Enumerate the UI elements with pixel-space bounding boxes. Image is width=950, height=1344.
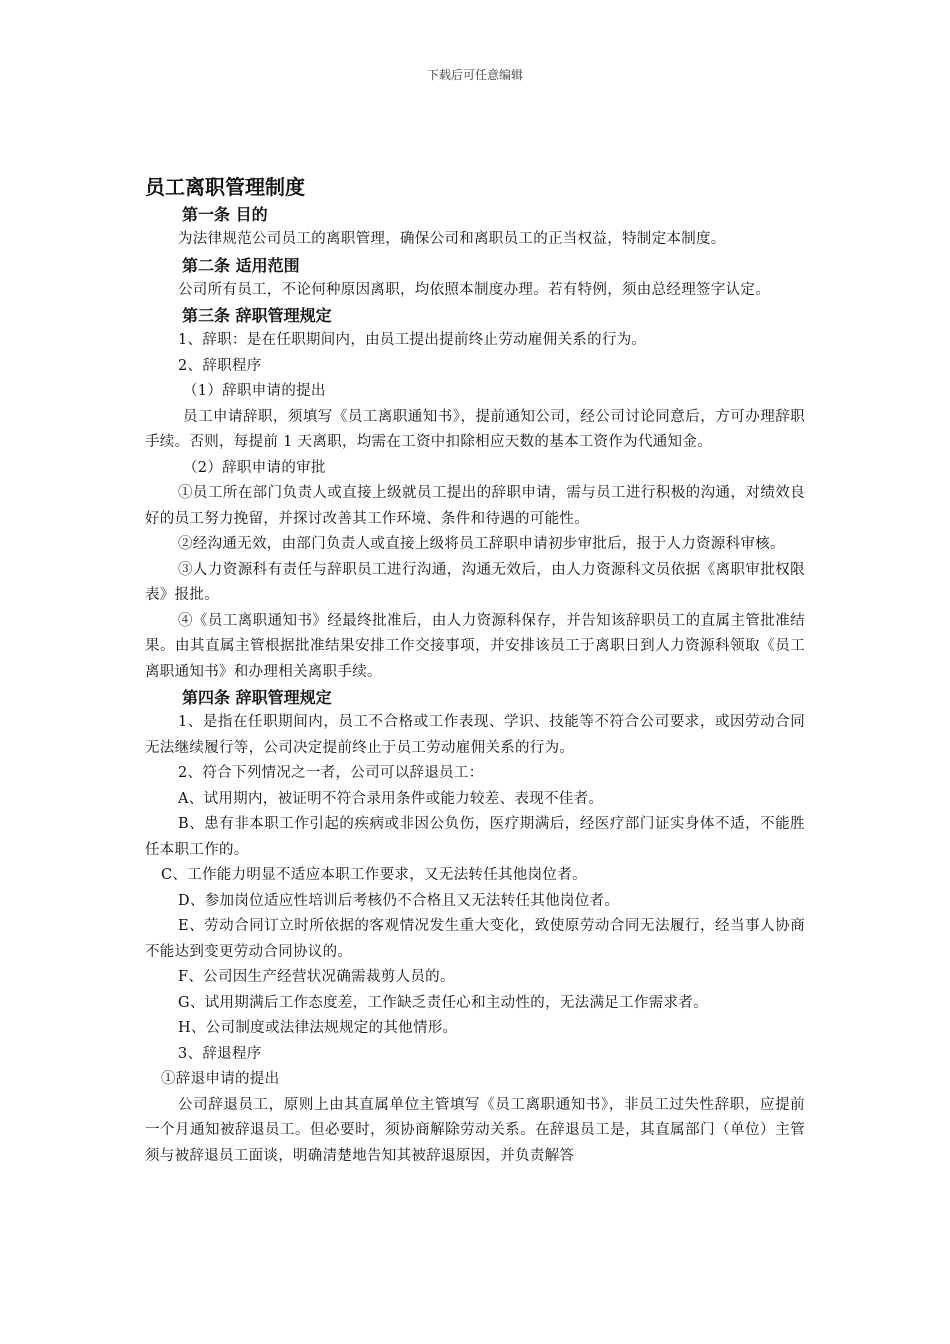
paragraph: ②经沟通无效，由部门负责人或直接上级将员工辞职申请初步审批后，报于人力资源科审核。 — [178, 536, 785, 552]
paragraph: ④《员工离职通知书》经最终批准后，由人力资源科保存，并告知该辞职员工的直属主管批准结果。由其直属主管根据批准结果安排工作交接事项，并安排该员工于离职日到人力资源科领取《员工离职通知书》和办理相关离职手续。 — [145, 612, 805, 680]
paragraph: 2、符合下列情况之一者，公司可以辞退员工： — [178, 765, 484, 781]
document-title: 员工离职管理制度 — [145, 175, 305, 199]
paragraph: 为法律规范公司员工的离职管理，确保公司和离职员工的正当权益，特制定本制度。 — [178, 231, 726, 247]
paragraph: 2、辞职程序 — [178, 357, 262, 374]
paragraph: A、试用期内，被证明不符合录用条件或能力较差、表现不佳者。 — [178, 790, 604, 807]
document-sections — [145, 202, 805, 1169]
paragraph: 公司所有员工，不论何种原因离职，均依照本制度办理。若有特例，须由总经理签字认定。 — [178, 281, 770, 298]
paragraph: D、参加岗位适应性培训后考核仍不合格且又无法转任其他岗位者。 — [178, 892, 620, 909]
paragraph: C、工作能力明显不适应本职工作要求，又无法转任其他岗位者。 — [161, 867, 587, 883]
paragraph: （2）辞职申请的审批 — [183, 459, 326, 476]
document-body — [145, 172, 805, 1169]
paragraph: 员工申请辞职，须填写《员工离职通知书》，提前通知公司，经公司讨论同意后，方可办理辞职手续。否则，每提前 1 天离职，均需在工资中扣除相应天数的基本工资作为代通知金。 — [145, 408, 805, 450]
article-heading: 第四条 辞职管理规定 — [182, 688, 332, 707]
paragraph: B、患有非本职工作引起的疾病或非因公负伤，医疗期满后，经医疗部门证实身体不适，不能胜任本职工作的。 — [145, 816, 805, 858]
paragraph: ①辞退申请的提出 — [161, 1071, 280, 1087]
paragraph: ③人力资源科有责任与辞职员工进行沟通，沟通无效后，由人力资源科文员依据《离职审批权限表》报批。 — [145, 561, 805, 603]
paragraph: G、试用期满后工作态度差，工作缺乏责任心和主动性的，无法满足工作需求者。 — [178, 994, 708, 1011]
paragraph: 1、是指在任职期间内，员工不合格或工作表现、学识、技能等不符合公司要求，或因劳动合同无法继续履行等，公司决定提前终止于员工劳动雇佣关系的行为。 — [145, 714, 805, 756]
paragraph: ①员工所在部门负责人或直接上级就员工提出的辞职申请，需与员工进行积极的沟通，对绩效良好的员工努力挽留，并探讨改善其工作环境、条件和待遇的可能性。 — [145, 485, 805, 527]
paragraph: H、公司制度或法律法规规定的其他情形。 — [178, 1020, 458, 1036]
paragraph: 1、辞职：是在任职期间内，由员工提出提前终止劳动雇佣关系的行为。 — [178, 332, 647, 348]
article-heading: 第二条 适用范围 — [182, 255, 300, 275]
paragraph: F、公司因生产经营状况确需裁剪人员的。 — [178, 969, 455, 985]
article-heading: 第一条 目的 — [182, 205, 268, 224]
paragraph: E、劳动合同订立时所依据的客观情况发生重大变化，致使原劳动合同无法履行，经当事人协商不能达到变更劳动合同协议的。 — [145, 918, 805, 960]
article-heading: 第三条 辞职管理规定 — [182, 306, 332, 325]
paragraph: （1）辞职申请的提出 — [183, 383, 326, 399]
paragraph: 3、辞退程序 — [178, 1045, 262, 1062]
page-header: 下载后可任意编辑 — [426, 68, 523, 82]
paragraph: 公司辞退员工，原则上由其直属单位主管填写《员工离职通知书》，非员工过失性辞职，应提前一个月通知被辞退员工。但必要时，须协商解除劳动关系。在辞退员工是，其直属部门（单位）主管须与被辞退员工面谈，明确清楚地告知其被辞退原因，并负责解答 — [145, 1096, 805, 1164]
